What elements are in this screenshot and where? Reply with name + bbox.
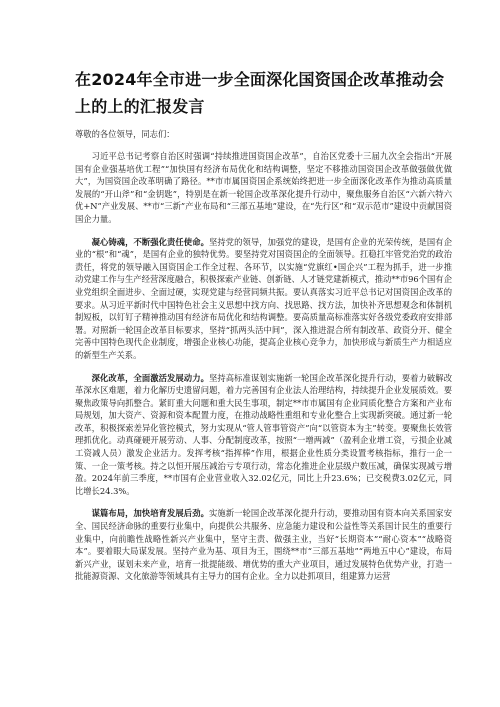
- paragraph-body-text: 实施新一轮国企改革深化提升行动，要推动国有资本向关系国家安全、国民经济命脉的重要行业集中，向提供公共服务、应急能力建设和公益性等关系国计民生的重要行业集中，向前瞻性战略性新兴产业集中，坚守主责、做强主业，当好“长期资本”“耐心资本”“战略资本”。要着眼大局谋发展。坚持产业为基、项目为王，围绕**市“三部五基地”“两地五中心”建设，布局新兴产业，谋划未来产业，培育一批提能级、增优势的重大产业项目，通过发展特色优势产业，打造一批能源资源、文化旅游等领域具有主导力的国有企业。全力以赴抓项目，组建算力运营: [75, 508, 452, 582]
- document-title: 在2024年全市进一步全面深化国资国企改革推动会上的上的汇报发言: [75, 70, 445, 116]
- paragraph-intro: [75, 150, 452, 226]
- paragraph-intro-text: 习近平总书记考察自治区时强调“持续推进国资国企改革”，自治区党委十三届九次全会指出“开展国有企业强基培优工程”“加快国有经济布局优化和结构调整，坚定不移推动国资国企改革做强做优做大”，为国资国企改革明确了路径。**市市属国资国企系统始终把进一步全面深化改革作为推动高质量发展的“开山斧”和“金钥匙”，特别是在新一轮国企改革深化提升行动中，聚焦服务自治区“六新六特六优+N”产业发展、**市“三新”产业布局和“三部五基地”建设，在“先行区”和“双示范市”建设中贡献国资国企力量。: [75, 151, 452, 224]
- paragraph-lead-heading: 谋篇布局，加快培育发展后劲。: [91, 508, 209, 519]
- paragraph-party-building: [75, 236, 452, 362]
- paragraph-body-text: 坚持党的领导，加强党的建设，是国有企业的光荣传统，是国有企业的“根”和“魂”，是国有企业的独特优势。要坚持党对国资国企的全面领导。扛稳扛牢管党治党的政治责任，将党的领导融入国资国企工作全过程、各环节，以实施“党旗红•国企兴”工程为抓手，进一步推动党建工作与生产经营深度融合，积极探索产业链、创新链、人才链党建新模式，推动**市96个国有企业党组织全面进步、全面过硬，实现党建与经营同频共振。要认真落实习近平总书记对国资国企改革的要求。从习近平新时代中国特色社会主义思想中找方向、找思路、找方法，加快补齐思想观念和体制机制短板，以钉钉子精神推动国有经济布局优化和结构调整。要高质量高标准落实好各级党委政府安排部署。对照新一轮国企改革目标要求，坚持“抓两头活中间”，深入推进混合所有制改革、政资分开、健全完善中国特色现代企业制度，增强企业核心功能，提高企业核心竞争力，加快形成与新质生产力相适应的新型生产关系。: [75, 236, 452, 360]
- paragraph-lead-heading: 凝心铸魂，不断强化责任使命。: [91, 236, 209, 247]
- salutation: 尊敬的各位领导，同志们：: [75, 129, 175, 139]
- paragraph-body-text: 坚持高标准谋划实施新一轮国企改革深化提升行动，要着力破解改革深水区难题，着力化解历史遗留问题，着力完善国有企业法人治理结构，持续提升企业发展质效。要聚焦政策导向抓整合。紧盯重大问题和重大民生事项，制定**市市属国有企业同质化整合方案和产业布局规划，加大资产、资源和资本配置力度，在推动战略性重组和专业化整合上实现新突破。通过新一轮改革，积极探索差异化管控模式，努力实现从“管人管事管资产”向“以管资本为主”转变。要聚焦长效管理抓优化。动真碰硬开展劳动、人事、分配制度改革，按照“一增两减”（盈利企业增工资，亏损企业减工资减人员）激发企业活力。发挥考核“指挥棒”作用，根据企业性质分类设置考核指标，推行一企一策、一企一策考核。持之以恒开展压减治亏专项行动，常态化推进企业层级户数压减，确保实现减亏增盈。2024年前三季度，**市国有企业营业收入32.02亿元，同比上升23.6%；已交税费3.02亿元，同比增长24.3%。: [75, 372, 452, 496]
- paragraph-lead-heading: 深化改革，全面激活发展动力。: [91, 372, 209, 383]
- paragraph-layout: [75, 507, 452, 583]
- paragraph-reform: [75, 372, 452, 498]
